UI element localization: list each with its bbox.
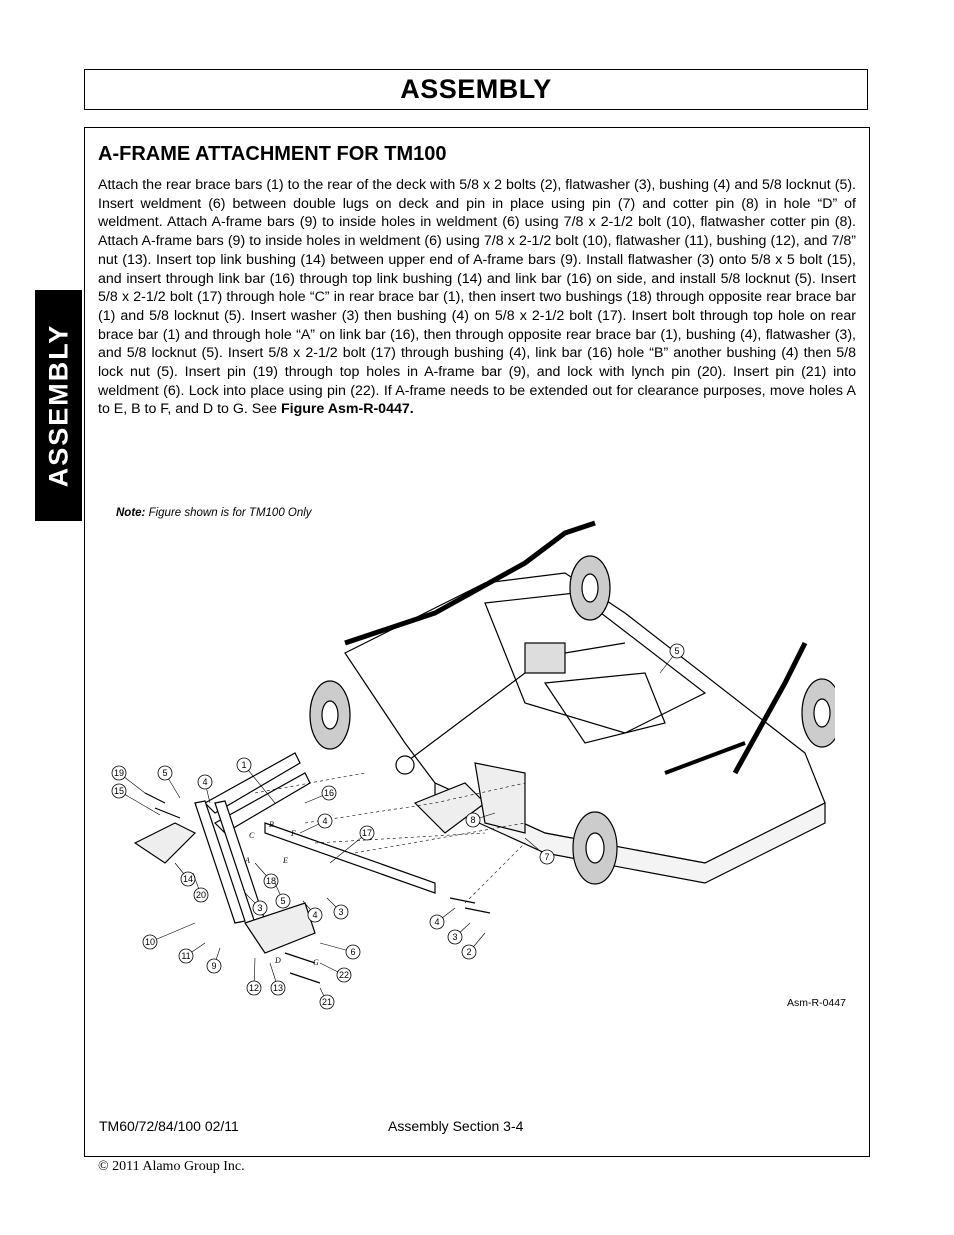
callout bbox=[305, 786, 336, 803]
svg-text:3: 3 bbox=[338, 907, 344, 917]
svg-text:E: E bbox=[283, 856, 288, 865]
callout bbox=[430, 908, 455, 929]
footer-model: TM60/72/84/100 02/11 bbox=[99, 1118, 239, 1134]
svg-text:3: 3 bbox=[452, 932, 458, 942]
svg-text:1: 1 bbox=[241, 760, 247, 770]
callout bbox=[320, 988, 334, 1009]
svg-text:14: 14 bbox=[182, 874, 194, 884]
svg-text:8: 8 bbox=[470, 815, 476, 825]
figure-reference: Figure Asm-R-0447. bbox=[280, 401, 414, 418]
section-title: A-FRAME ATTACHMENT FOR TM100 bbox=[98, 143, 447, 165]
figure-id: Asm-R-0447 bbox=[787, 997, 846, 1009]
instructions-text: Attach the rear brace bars (1) to the rear of the deck with 5/8 x 2 bolts (2), flatwasher (3), bushing (4) and 5/8 locknut (5). Insert weldment (6) between double lugs on deck and pin in place using pin (7) and cotter pin (8) in hole “D” of weldment. Attach A-frame bars (9) to inside holes in weldment (6) using 7/8 x 2-1/2 bolt (10), flatwasher cotter pin (8). Attach A-frame bars (9) to inside holes in weldment (6) using 7/8 x 2-1/2 bolt (10), flatwasher (11), bushing (12), and 7/8” nut (13). Insert top link bushing (14) between upper end of A-frame bars (9). Install flatwasher (3) onto 5/8 x 5 bolt (15), and insert through link bar (16) through top link bushing (14) and link bar (16) on side, and install 5/8 locknut (5). Insert 5/8 x 2-1/2 bolt (17) through hole “C” in rear brace bar (1), then insert two bushings (18) through opposite rear brace bar (1) and 5/8 locknut (5). Insert washer (3) then bushing (4) on 5/8 x 2-1/2 bolt (17). Insert bolt through top hole on rear brace bar (1) and through hole “A” on link bar (16), then through opposite rear brace bar (1), bushing (4), flatwasher (3), and 5/8 locknut (5). Insert 5/8 x 2-1/2 bolt (17) through bushing (4), link bar (16) hole “B” another bushing (4) then 5/8 lock nut (5). Insert pin (19) through top holes in A-frame bar (9), and lock with lynch pin (20). Insert pin (21) into weldment (6). Lock into place using pin (22). If A-frame needs to be extended out for clearance purposes, move holes A to E, B to F, and D to G. See bbox=[98, 177, 856, 418]
content-box bbox=[84, 127, 870, 1157]
svg-text:13: 13 bbox=[272, 983, 284, 993]
svg-text:16: 16 bbox=[323, 788, 335, 798]
svg-text:4: 4 bbox=[434, 917, 440, 927]
callout bbox=[255, 863, 278, 888]
svg-text:18: 18 bbox=[265, 876, 277, 886]
callout bbox=[327, 898, 348, 919]
callout bbox=[179, 943, 205, 963]
svg-text:12: 12 bbox=[248, 983, 260, 993]
svg-text:20: 20 bbox=[195, 890, 207, 900]
header-title: ASSEMBLY bbox=[400, 74, 552, 104]
svg-text:4: 4 bbox=[322, 816, 328, 826]
copyright: © 2011 Alamo Group Inc. bbox=[98, 1159, 245, 1174]
callout bbox=[207, 948, 221, 973]
svg-text:7: 7 bbox=[544, 852, 550, 862]
svg-text:10: 10 bbox=[144, 937, 156, 947]
svg-text:C: C bbox=[249, 831, 255, 840]
svg-text:5: 5 bbox=[162, 768, 168, 778]
svg-text:A: A bbox=[245, 856, 250, 865]
page-header bbox=[84, 69, 868, 110]
footer-section: Assembly Section 3-4 bbox=[388, 1118, 524, 1134]
callout bbox=[320, 963, 351, 982]
callout bbox=[175, 863, 195, 886]
svg-text:6: 6 bbox=[350, 947, 356, 957]
svg-text:5: 5 bbox=[280, 896, 286, 906]
callout bbox=[275, 883, 290, 908]
mower-deck-drawing bbox=[135, 523, 835, 983]
svg-text:D: D bbox=[275, 956, 281, 965]
svg-text:21: 21 bbox=[321, 997, 333, 1007]
callout bbox=[112, 784, 160, 815]
svg-text:19: 19 bbox=[113, 768, 125, 778]
svg-text:17: 17 bbox=[361, 828, 373, 838]
callout bbox=[320, 943, 360, 959]
svg-text:22: 22 bbox=[338, 970, 350, 980]
svg-text:F: F bbox=[291, 829, 296, 838]
svg-text:B: B bbox=[269, 820, 274, 829]
callout bbox=[247, 958, 261, 995]
svg-text:4: 4 bbox=[312, 910, 318, 920]
side-tab-label: ASSEMBLY bbox=[43, 323, 74, 488]
callout bbox=[158, 766, 180, 798]
svg-text:11: 11 bbox=[181, 951, 191, 961]
note-text: Figure shown is for TM100 Only bbox=[145, 507, 312, 519]
note-label: Note: bbox=[116, 507, 146, 519]
callout bbox=[270, 963, 285, 995]
callout bbox=[300, 814, 332, 833]
assembly-figure bbox=[105, 503, 835, 1043]
svg-text:3: 3 bbox=[257, 903, 263, 913]
svg-text:5: 5 bbox=[674, 646, 680, 656]
svg-text:G: G bbox=[313, 958, 319, 967]
callout bbox=[193, 873, 208, 902]
svg-text:2: 2 bbox=[466, 947, 472, 957]
callout bbox=[143, 923, 195, 949]
svg-text:4: 4 bbox=[202, 777, 208, 787]
assembly-instructions bbox=[98, 176, 856, 419]
side-tab bbox=[35, 290, 82, 521]
callout bbox=[448, 923, 470, 944]
callout bbox=[462, 933, 485, 959]
svg-text:15: 15 bbox=[113, 786, 125, 796]
svg-text:9: 9 bbox=[211, 961, 217, 971]
callout bbox=[198, 775, 212, 803]
